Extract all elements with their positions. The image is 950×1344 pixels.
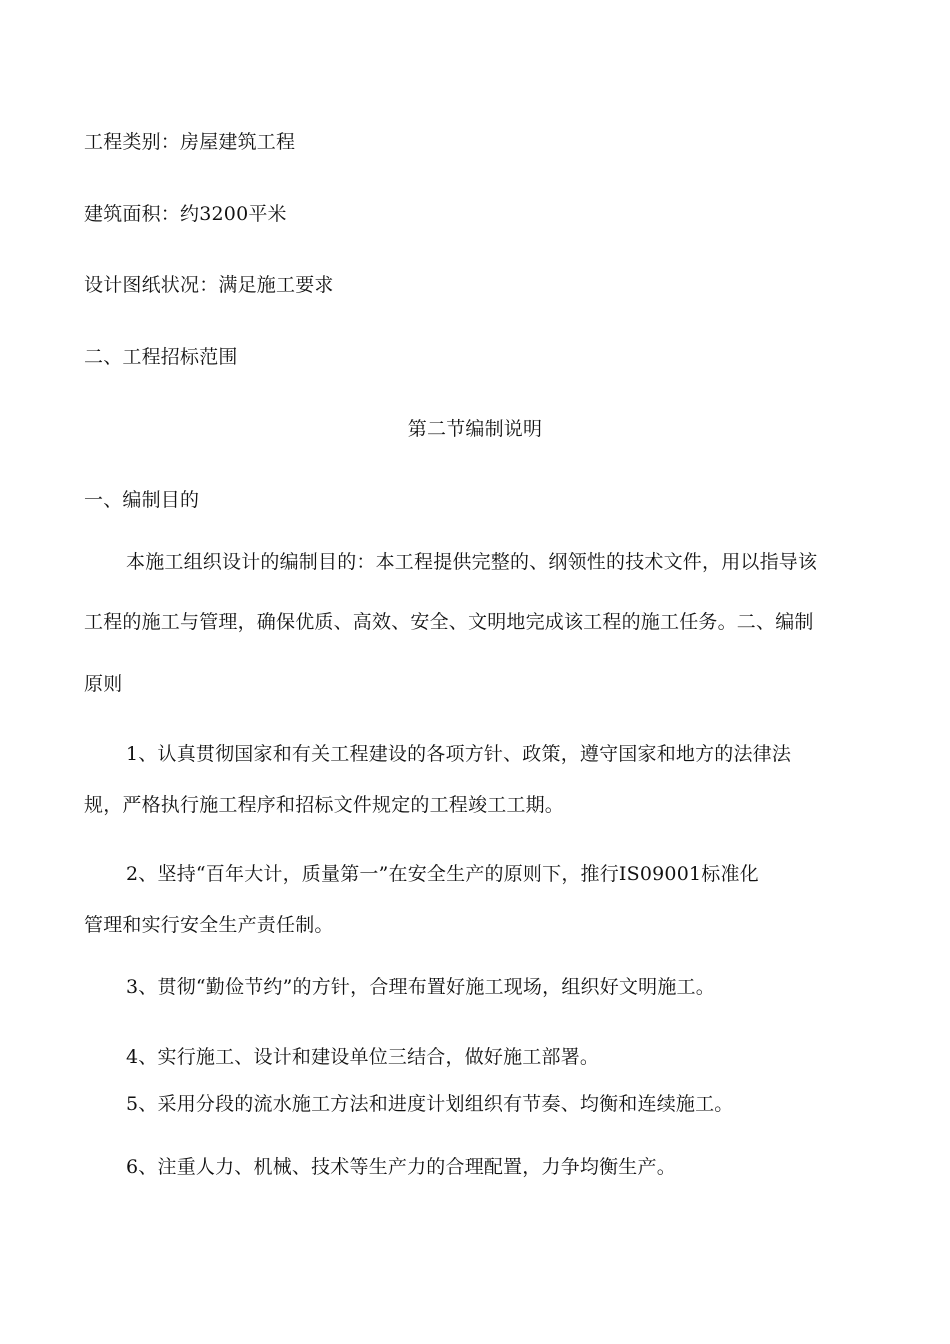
principle-item-1-line-2: 规，严格执行施工程序和招标文件规定的工程竣工工期。 xyxy=(84,794,565,816)
purpose-paragraph-line-2: 工程的施工与管理，确保优质、高效、安全、文明地完成该工程的施工任务。二、编制 xyxy=(84,611,814,633)
bidding-scope-heading: 二、工程招标范围 xyxy=(84,346,238,368)
principle-item-6: 6、注重人力、机械、技术等生产力的合理配置，力争均衡生产。 xyxy=(126,1156,676,1178)
purpose-heading: 一、编制目的 xyxy=(84,489,200,511)
section-title: 第二节编制说明 xyxy=(407,418,543,440)
principle-item-2-line-1: 2、坚持“百年大计，质量第一”在安全生产的原则下，推行IS09001标准化 xyxy=(126,863,759,885)
principle-item-4: 4、实行施工、设计和建设单位三结合，做好施工部署。 xyxy=(126,1046,600,1068)
principle-item-1-line-1: 1、认真贯彻国家和有关工程建设的各项方针、政策，遵守国家和地方的法律法 xyxy=(126,743,792,765)
purpose-paragraph-line-3: 原则 xyxy=(84,673,123,695)
project-category-line: 工程类别：房屋建筑工程 xyxy=(84,131,296,153)
purpose-paragraph-line-1: 本施工组织设计的编制目的：本工程提供完整的、纲领性的技术文件，用以指导该 xyxy=(126,551,818,573)
principle-item-2-line-2: 管理和实行安全生产责任制。 xyxy=(84,914,334,936)
drawing-status-line: 设计图纸状况：满足施工要求 xyxy=(84,274,334,296)
principle-item-5: 5、采用分段的流水施工方法和进度计划组织有节奏、均衡和连续施工。 xyxy=(126,1093,734,1115)
building-area-line: 建筑面积：约3200平米 xyxy=(84,203,287,225)
principle-item-3: 3、贯彻“勤俭节约”的方针，合理布置好施工现场，组织好文明施工。 xyxy=(126,976,715,998)
